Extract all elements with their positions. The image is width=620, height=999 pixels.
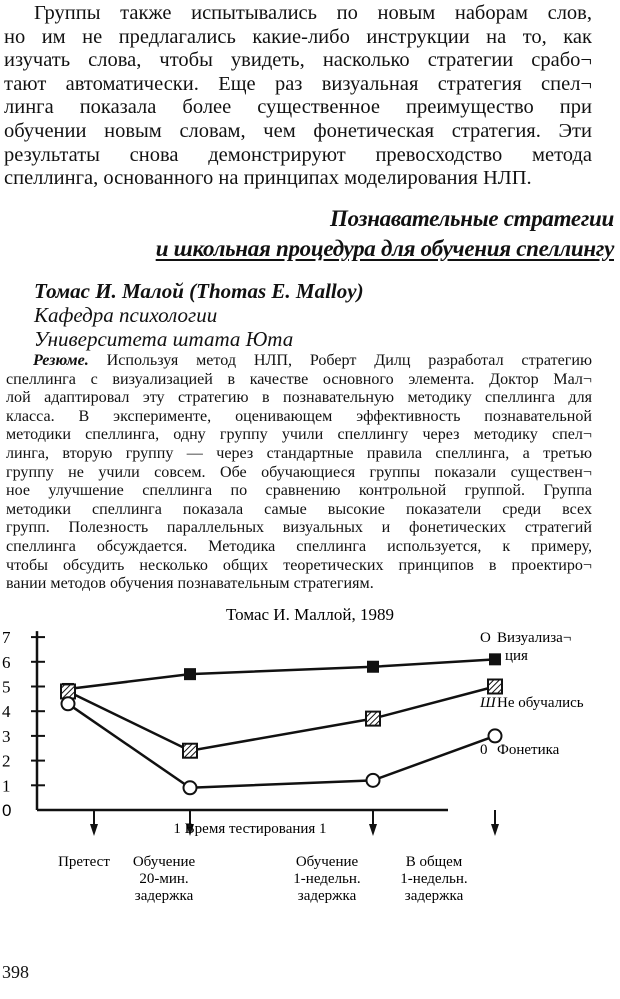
y-tick-label: 2 — [2, 751, 11, 771]
abstract — [6, 352, 592, 594]
abstract-line: чтобы обсудить несколько общих теоретических принципов в проектиро¬ — [6, 556, 592, 574]
x-category-label: Обучение — [295, 854, 359, 870]
x-category-label: 1-недельн. — [400, 871, 468, 887]
abstract-line: лой адаптировал эту стратегию в познавательную методику спеллинга для — [6, 389, 592, 407]
paragraph-line: тают автоматически. Еще раз визуальная стратегия спел¬ — [4, 72, 592, 95]
y-tick-label: 7 — [2, 628, 11, 648]
data-point-square-filled — [184, 668, 196, 680]
data-point-square-hatched — [366, 712, 380, 726]
x-category-label: задержка — [134, 888, 194, 904]
series-line-open-circle — [68, 704, 495, 788]
data-point-square-hatched — [488, 680, 502, 694]
y-tick-label: 6 — [2, 652, 11, 672]
paragraph-line: результаты снова демонстрируют превосходство метода — [4, 143, 592, 166]
legend-label: Визуализа¬ — [497, 630, 572, 646]
y-tick-label: 4 — [2, 702, 11, 722]
x-arrow-head — [491, 824, 499, 836]
legend-marker: Ш — [480, 695, 496, 711]
article-title-line-1: Познавательные стратегии — [330, 206, 614, 231]
legend-label: ция — [505, 648, 528, 664]
paragraph-line: спеллинга, основанного на принципах моделирования НЛП. — [4, 167, 532, 190]
legend-label: Не обучались — [497, 695, 584, 711]
series-line-hatched-square — [68, 687, 495, 751]
chart-title: Томас И. Маллой, 1989 — [226, 605, 394, 624]
abstract-label: Резюме. — [33, 352, 89, 369]
page-number: 398 — [2, 962, 29, 982]
x-category-label: Претест — [58, 854, 110, 870]
abstract-line: методики спеллинга, одну группу учили спеллингу через методику спел¬ — [6, 426, 592, 444]
abstract-line: класса. В эксперименте, оценивающем эффективность познавательной — [6, 407, 592, 425]
data-point-circle-open — [489, 729, 502, 742]
abstract-line: вании методов обучения познавательным стратегиям. — [6, 575, 374, 593]
data-point-circle-open — [367, 774, 380, 787]
x-category-label: 1-недельн. — [293, 871, 361, 887]
y-tick-label: 1 — [2, 776, 11, 796]
spelling-strategies-line-chart — [0, 596, 620, 916]
author-name: Томас И. Малой (Thomas E. Malloy) — [34, 279, 364, 303]
chart-axes — [2, 628, 499, 836]
abstract-line: спеллинга с визуализацией в качестве основного элемента. Доктор Мал¬ — [6, 370, 592, 388]
abstract-line: группу не учили совсем. Обе обучающиеся группы показали существен¬ — [6, 463, 592, 481]
y-tick-label: 3 — [2, 726, 11, 746]
abstract-line: спеллинга обсуждается. Методика спеллинга используется, к примеру, — [6, 537, 592, 555]
abstract-line: ное улучшение спеллинга по сравнению контрольной группой. Группа — [6, 482, 592, 500]
y-tick-label: 5 — [2, 677, 11, 697]
abstract-line — [6, 352, 592, 371]
x-arrow-head — [369, 824, 377, 836]
article-title-line-2: и школьная процедура для обучения спеллингу — [155, 236, 614, 261]
paragraph-line: но им не предлагались какие-либо инструкции на то, как — [4, 25, 592, 48]
abstract-text: Используя метод НЛП, Роберт Дилц разработал стратегию — [106, 352, 592, 369]
data-point-circle-open — [62, 697, 75, 710]
chart-series — [61, 653, 502, 794]
abstract-line: групп. Полезность параллельных визуальных и фонетических стратегий — [6, 519, 592, 537]
x-category-label: 20-мин. — [139, 871, 189, 887]
series-line-filled-square — [68, 659, 495, 689]
x-axis-label: 1 Время тестирования 1 — [173, 821, 327, 837]
legend-marker: O — [480, 630, 491, 646]
abstract-line: методики спеллинга показала самые высокие показатели среди всех — [6, 500, 592, 518]
paragraph-line: изучать слова, чтобы увидеть, насколько стратегии срабо¬ — [4, 49, 592, 72]
author-university: Университета штата Юта — [34, 327, 294, 351]
y-tick-label: 0 — [2, 801, 12, 820]
data-point-square-filled — [489, 653, 501, 665]
paragraph-line: обучении новым словам, чем фонетическая стратегия. Эти — [4, 119, 592, 142]
x-category-label: В общем — [405, 854, 463, 870]
top-paragraph — [4, 2, 592, 191]
paragraph-line: Группы также испытывались по новым наборам слов, — [34, 2, 592, 24]
data-point-square-hatched — [183, 744, 197, 758]
abstract-line: линга, вторую группу — через стандартные правила спеллинга, а третью — [6, 444, 592, 462]
paragraph-line: линга показала более существенное преимущество при — [4, 96, 592, 119]
author-department: Кафедра психологии — [34, 303, 218, 327]
data-point-circle-open — [184, 781, 197, 794]
x-category-label: Обучение — [132, 854, 196, 870]
legend-marker: 0 — [480, 742, 488, 758]
legend-label: Фонетика — [497, 742, 560, 758]
x-category-labels — [58, 854, 468, 904]
x-arrow-head — [90, 824, 98, 836]
x-category-label: задержка — [404, 888, 464, 904]
data-point-square-filled — [367, 661, 379, 673]
x-category-label: задержка — [297, 888, 357, 904]
